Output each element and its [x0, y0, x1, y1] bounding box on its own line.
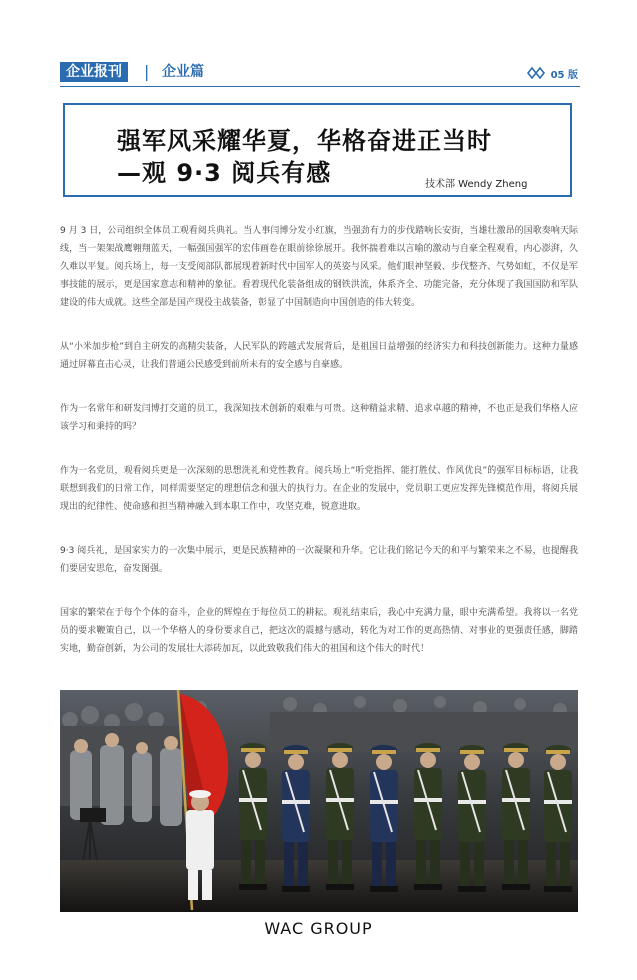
page-number-label: 05 版 — [550, 69, 578, 81]
article-title: 强军风采耀华夏，华格奋进正当时 — [117, 127, 492, 155]
article-author: 技术部 Wendy Zheng — [425, 179, 528, 190]
paragraph: 作为一名常年和研发闫博打交道的员工，我深知技术创新的艰难与可贵。这种精益求精、追求卓越的精神，不也正是我们华格人应该学习和秉持的吗？ — [60, 404, 578, 432]
page-header — [60, 60, 580, 86]
page-number — [527, 64, 578, 82]
article-body — [60, 222, 578, 684]
parade-photo — [60, 690, 578, 912]
paragraph: 9 月 3 日，公司组织全体员工观看阅兵典礼。当人事闫博分发小红旗，当强劲有力的步伐踏响长安街，当雄壮激昂的国歌奏响天际线，当一架架战鹰翱翔蓝天，一幅强国强军的宏伟画卷在眼前徐徐展开。我怀揣着难以言喻的激动与自豪全程观看，内心澎湃，久久难以平复。阅兵场上，每一支受阅部队都展现着新时代中国军人的英姿与风采。他们眼神坚毅、步伐整齐、气势如虹，不仅是军事技能的展示，更是国家意志和精神的象征。看着现代化装备组成的钢铁洪流，体系齐全、功能完备，充分体现了我国国防和军队建设的伟大成就。这些全部是国产现役主战装备，彰显了中国制造向中国创造的伟大转变。 — [60, 226, 578, 308]
article-subtitle: —观 9·3 阅兵有感 — [117, 159, 332, 187]
paragraph: 从“小米加步枪”到自主研发的高精尖装备，人民军队的跨越式发展背后，是祖国日益增强的经济实力和科技创新能力。这种力量感通过屏幕直击心灵，让我们普通公民感受到前所未有的安全感与自豪感。 — [60, 342, 578, 370]
header-separator: | — [144, 62, 150, 81]
title-box — [63, 103, 572, 197]
section-subtag: 企业篇 — [162, 64, 204, 80]
double-diamond-logo-icon — [527, 67, 545, 79]
paragraph: 9·3 阅兵礼，是国家实力的一次集中展示，更是民族精神的一次凝聚和升华。它让我们铭记今天的和平与繁荣来之不易，也提醒我们要居安思危，奋发图强。 — [60, 546, 578, 574]
parade-photo-illustration — [60, 690, 578, 912]
paragraph: 国家的繁荣在于每个个体的奋斗，企业的辉煌在于每位员工的耕耘。观礼结束后，我心中充满力量，眼中充满希望。我将以一名党员的要求鞭策自己，以一个华格人的身份要求自己，把这次的震撼与感动，转化为对工作的更高热情、对事业的更强责任感，脚踏实地，勤奋创新，为公司的发展壮大添砖加瓦，以此致敬我们伟大的祖国和这个伟大的时代！ — [60, 608, 578, 654]
section-tag: 企业报刊 — [60, 62, 128, 82]
company-logo: WAC GROUP — [264, 919, 373, 938]
paragraph: 作为一名党员，观看阅兵更是一次深刻的思想洗礼和党性教育。阅兵场上“听党指挥、能打胜仗、作风优良”的强军目标标语，让我联想到我们的日常工作，同样需要坚定的理想信念和强大的执行力。在企业的发展中，党员职工更应发挥先锋模范作用，将阅兵展现出的纪律性、使命感和担当精神融入到本职工作中，攻坚克难，锐意进取。 — [60, 466, 578, 512]
header-rule — [60, 86, 580, 87]
